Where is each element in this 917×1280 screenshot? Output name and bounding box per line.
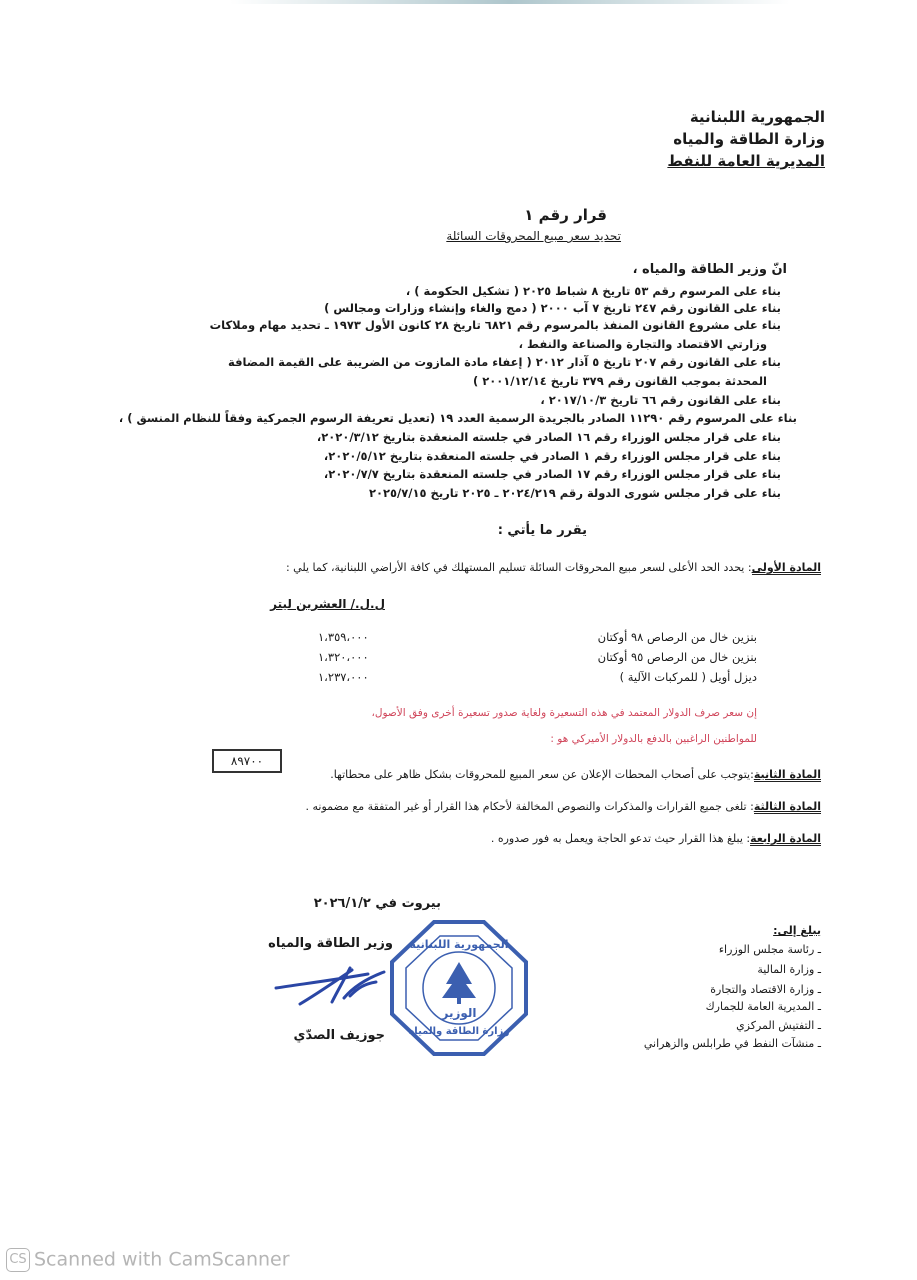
preamble-item: المحدثة بموجب القانون رقم ٣٧٩ تاريخ ٢٠٠١/١٢/١٤ ) [472,374,767,388]
exchange-rate-box: ٨٩٧٠٠ [212,749,282,773]
camscanner-logo-icon: CS [6,1248,30,1272]
signatory-name: جوزيف الصدّي [293,1028,385,1043]
preamble-item: بناء على القانون رقم ٢٤٧ تاريخ ٧ آب ٢٠٠٠ ( دمج والغاء وإنشاء وزارات ومجالس ) [324,301,781,315]
fuel-name: بنزين خال من الرصاص ٩٨ أوكتان [597,630,757,644]
stamp-center-text: الوزير [441,1006,477,1020]
fuel-name: ديزل أويل ( للمركبات الآلية ) [619,670,757,684]
fuel-price: ١،٢٣٧،٠٠٠ [318,670,369,684]
camscanner-text: Scanned with CamScanner [34,1248,290,1271]
ministry-stamp [388,918,530,1058]
article-first-text: : يحدد الحد الأعلى لسعر مبيع المحروقات السائلة تسليم المستهلك في كافة الأراضي اللبنانية، كما يلي : [285,561,752,574]
article-second-label: المادة الثانية [753,768,821,781]
article-fourth-label: المادة الرابعة [750,832,821,845]
price-row [0,630,917,648]
stamp-outer-text: الجمهورية اللبنانية [409,938,509,951]
preamble-item: بناء على قرار مجلس شورى الدولة رقم ٢٠٢٤/٢١٩ ـ ٢٠٢٥ تاريخ ٢٠٢٥/٧/١٥ [368,486,781,500]
recipient-item: ـ منشآت النفط في طرابلس والزهراني [643,1037,821,1050]
preamble-item: بناء على القانون رقم ٦٦ تاريخ ٢٠١٧/١٠/٣ ، [540,393,781,407]
article-fourth-text: : يبلغ هذا القرار حيث تدعو الحاجة ويعمل به فور صدوره . [490,832,751,845]
preamble-item: بناء على قرار مجلس الوزراء رقم ١٧ الصادر في جلسته المنعقدة بتاريخ ٢٠٢٠/٧/٧، [323,467,781,481]
preamble-item: بناء على قرار مجلس الوزراء رقم ١ الصادر في جلسته المنعقدة بتاريخ ٢٠٢٠/٥/١٢، [323,449,781,463]
preamble-item: بناء على قرار مجلس الوزراء رقم ١٦ الصادر في جلسته المنعقدة بتاريخ ٢٠٢٠/٣/١٢، [316,430,781,444]
stamp-bottom-text: وزارة الطاقة والمياه [408,1026,510,1037]
preamble-item: بناء على القانون رقم ٢٠٧ تاريخ ٥ آذار ٢٠١٢ ( إعفاء مادة المازوت من الضريبة على القيمة المضافة [228,355,781,369]
cedar-icon [442,962,476,998]
article-fourth [491,832,821,845]
preamble-item: بناء على المرسوم رقم ٥٣ تاريخ ٨ شباط ٢٠٢٥ ( تشكيل الحكومة ) ، [405,284,781,298]
fuel-name: بنزين خال من الرصاص ٩٥ أوكتان [597,650,757,664]
decides-heading: يقرر ما يأتي : [497,523,587,538]
article-first [286,561,821,574]
fuel-price: ١،٣٥٩،٠٠٠ [318,630,369,644]
article-first-label: المادة الأولى [751,561,821,574]
exchange-note-1: إن سعر صرف الدولار المعتمد في هذه التسعيرة ولغاية صدور تسعيرة أخرى وفق الأصول، [371,707,757,719]
scan-edge [230,0,790,4]
price-unit: ل.ل./ العشرين ليتر [270,597,385,611]
decision-subject: تحديد سعر مبيع المحروقات السائلة [446,229,621,243]
article-second [330,768,821,781]
signatory-title: وزير الطاقة والمياه [268,936,393,951]
preamble-item: بناء على مشروع القانون المنفذ بالمرسوم رقم ٦٨٢١ تاريخ ٢٨ كانون الأول ١٩٧٣ ـ تحديد مهام وملاكات [209,318,781,332]
price-row [0,650,917,668]
article-third-label: المادة الثالثة [753,800,821,813]
price-row [0,670,917,688]
recipient-item: ـ رئاسة مجلس الوزراء [718,943,821,956]
recipient-item: ـ المديرية العامة للجمارك [705,1000,821,1013]
preamble-intro: انّ وزير الطاقة والمياه ، [632,262,787,277]
article-second-text: :يتوجب على أصحاب المحطات الإعلان عن سعر المبيع للمحروقات بشكل ظاهر على محطاتها. [330,768,754,781]
recipient-item: ـ وزارة المالية [757,963,821,976]
camscanner-watermark [6,1248,290,1272]
recipients-heading: يبلغ إلى: [773,924,821,937]
header-republic: الجمهورية اللبنانية [689,108,825,126]
article-third [306,800,822,813]
recipient-item: ـ وزارة الاقتصاد والتجارة [710,983,821,996]
place-date: بيروت في ٢٠٢٦/١/٢ [313,896,441,911]
signature-mark [272,962,392,1022]
recipient-item: ـ التفتيش المركزي [736,1019,821,1032]
preamble-item: بناء على المرسوم رقم ١١٢٩٠ الصادر بالجريدة الرسمية العدد ١٩ (تعديل تعريفة الرسوم الجمركية وفقاً للنظام المنسق ) ، [118,411,797,425]
preamble-item: وزارتي الاقتصاد والتجارة والصناعة والنفط ، [518,337,767,351]
decision-title: قرار رقم ١ [524,206,607,224]
article-third-text: : تلغى جميع القرارات والمذكرات والنصوص المخالفة لأحكام هذا القرار أو غير المتفقة مع مضمونه . [305,800,754,813]
header-ministry: وزارة الطاقة والمياه [673,130,825,148]
header-directorate: المديرية العامة للنفط [667,152,825,170]
exchange-note-2: للمواطنين الراغبين بالدفع بالدولار الأميركي هو : [550,733,757,745]
fuel-price: ١،٣٢٠،٠٠٠ [318,650,369,664]
